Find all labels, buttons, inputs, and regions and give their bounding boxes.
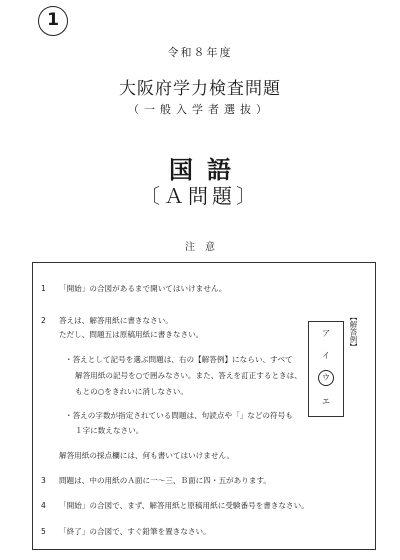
note-number: 2 <box>41 316 46 325</box>
answer-example-box <box>308 321 344 417</box>
choice-a: ア <box>322 329 330 338</box>
choice-i: イ <box>322 351 330 360</box>
answer-example <box>308 313 362 417</box>
problem-number-badge: 1 <box>38 6 68 36</box>
choice-u-label: ウ <box>318 370 334 386</box>
sub-note-text: 解答用紙の採点欄には、何も書いてはいけません。 <box>59 451 235 460</box>
exam-subtitle: （一般入学者選抜） <box>128 103 272 116</box>
note-text: 「開始」の合図があるまで開いてはいけません。 <box>59 284 227 293</box>
note-text: 問題は、中の用紙のＡ面に一～三、Ｂ面に四・五があります。 <box>59 476 272 485</box>
answer-example-label: 【解答例】 <box>349 313 358 351</box>
subject-title: 国語 <box>169 155 245 184</box>
sub-note-text: １字に数えなさい。 <box>75 426 144 435</box>
note-text: ただし、問題五は原稿用紙に書きなさい。 <box>59 330 204 339</box>
sub-note-text: ・答えとして記号を選ぶ問題は、右の【解答例】にならい、すべて <box>65 355 293 364</box>
note-number: 1 <box>41 284 46 293</box>
note-text: 答えは、解答用紙に書きなさい。 <box>59 316 173 325</box>
sub-note-text: ・答えの字数が指定されている問題は、句読点や「」などの符号も <box>65 411 293 420</box>
note-number: 3 <box>41 476 46 485</box>
notes-heading: 注意 <box>185 242 225 253</box>
exam-title: 大阪府学力検査問題 <box>119 79 281 99</box>
sub-note-text: もとの○をきれいに消しなさい。 <box>75 387 188 396</box>
exam-year: 令和８年度 <box>167 46 233 59</box>
note-number: 5 <box>41 527 46 536</box>
choice-e: エ <box>322 397 330 406</box>
choice-u-circled <box>309 370 343 386</box>
sub-note-text: 解答用紙の記号を○で囲みなさい。また、答えを訂正するときは、 <box>75 371 302 380</box>
note-text: 「終了」の合図で、すぐ鉛筆を置きなさい。 <box>59 527 211 536</box>
note-number: 4 <box>41 501 46 510</box>
notes-box <box>32 262 376 550</box>
note-text: 「開始」の合図で、まず、解答用紙と原稿用紙に受験番号を書きなさい。 <box>59 501 309 510</box>
problem-set-label: 〔Ａ問題〕 <box>140 184 260 208</box>
